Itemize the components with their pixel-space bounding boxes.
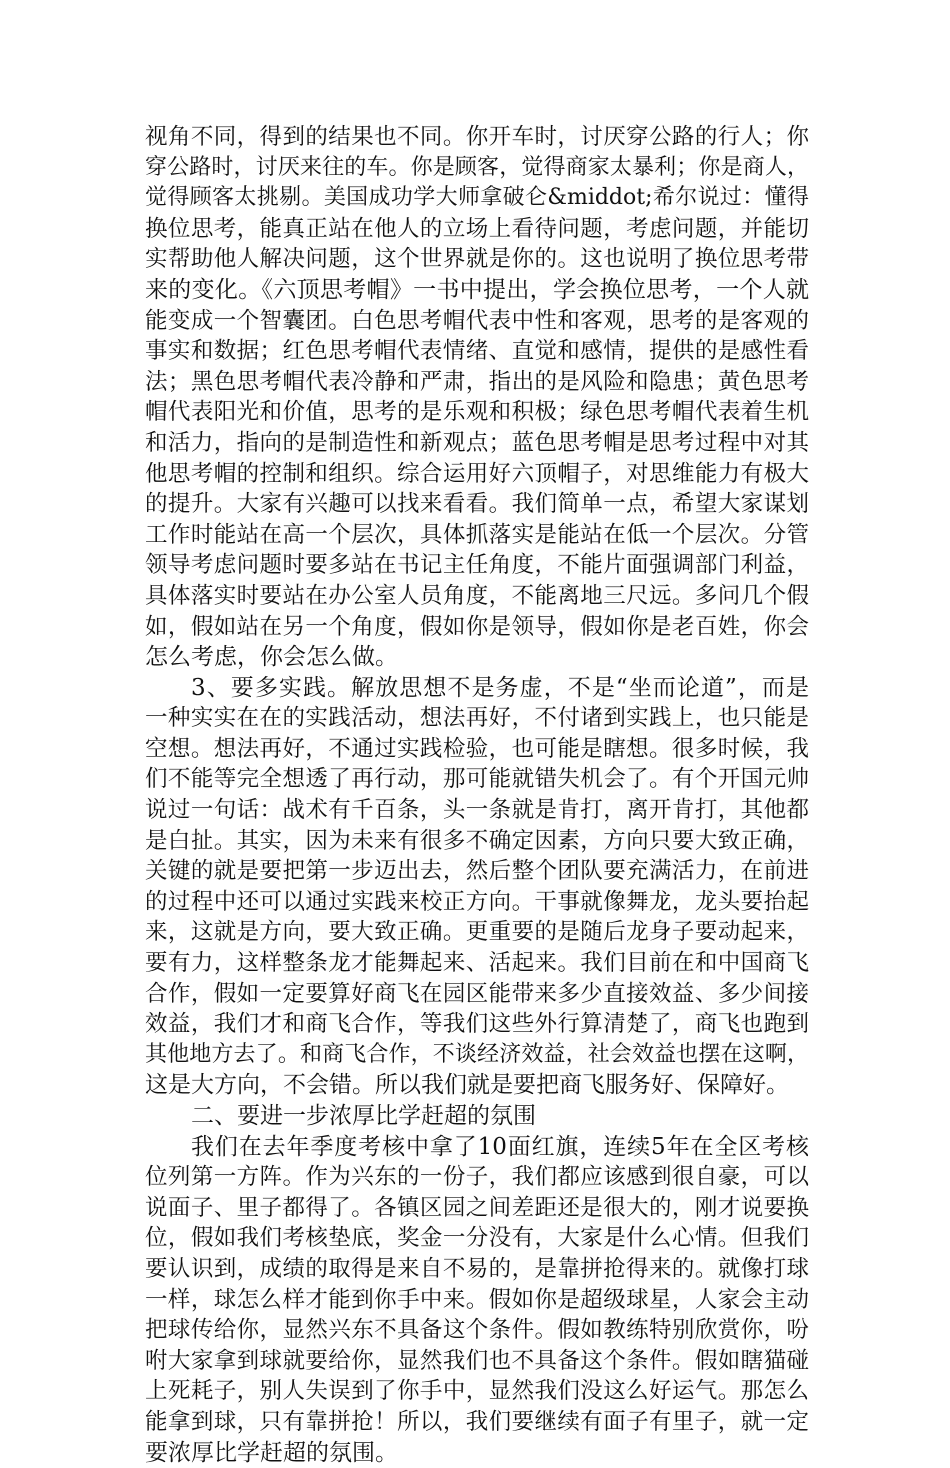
paragraph-perspective [145,122,809,673]
text-line: 如，假如站在另一个角度，假如你是领导，假如你是老百姓，你会 [145,613,809,640]
text-line: 工作时能站在高一个层次，具体抓落实是能站在低一个层次。分管 [145,521,809,548]
text-line: 3、要多实践。解放思想不是务虚，不是“坐而论道”，而是 [191,674,809,701]
text-line: 们不能等完全想透了再行动，那可能就错失机会了。有个开国元帅 [145,766,809,793]
text-line: 要浓厚比学赶超的氛围。 [145,1439,398,1466]
text-line: 实帮助他人解决问题，这个世界就是你的。这也说明了换位思考带 [145,246,809,273]
text-line: 要有力，这样整条龙才能舞起来、活起来。我们目前在和中国商飞 [145,950,809,977]
text-line: 的过程中还可以通过实践来校正方向。干事就像舞龙，龙头要抬起 [145,888,809,915]
text-line: 换位思考，能真正站在他人的立场上看待问题，考虑问题，并能切 [145,215,809,242]
text-line: 关键的就是要把第一步迈出去，然后整个团队要充满活力，在前进 [145,858,809,885]
text-line: 和活力，指向的是制造性和新观点；蓝色思考帽是思考过程中对其 [145,429,809,456]
text-line: 上死耗子，别人失误到了你手中，显然我们没这么好运气。那怎么 [145,1378,809,1405]
text-line: 具体落实时要站在办公室人员角度，不能离地三尺远。多问几个假 [145,582,809,609]
text-line: 能拿到球，只有靠拼抢！所以，我们要继续有面子有里子，就一定 [145,1408,809,1435]
text-line: 说过一句话：战术有千百条，头一条就是肯打，离开肯打，其他都 [145,797,809,824]
text-line: 穿公路时，讨厌来往的车。你是顾客，觉得商家太暴利；你是商人， [145,154,809,180]
text-line: 他思考帽的控制和组织。综合运用好六顶帽子，对思维能力有极大 [145,460,809,487]
paragraph-practice [145,673,809,1101]
text-line: 要认识到，成绩的取得是来自不易的，是靠拼抢得来的。就像打球 [145,1255,809,1282]
text-line: 我们在去年季度考核中拿了10面红旗，连续5年在全区考核 [191,1133,809,1160]
text-line: 事实和数据；红色思考帽代表情绪、直觉和感情，提供的是感性看 [145,338,809,365]
text-line: 领导考虑问题时要多站在书记主任角度，不能片面强调部门利益， [145,552,809,579]
text-line: 的提升。大家有兴趣可以找来看看。我们简单一点，希望大家谋划 [145,491,809,518]
text-line: 咐大家拿到球就要给你，显然我们也不具备这个条件。假如瞎猫碰 [145,1347,809,1374]
text-line: 帽代表阳光和价值，思考的是乐观和积极；绿色思考帽代表着生机 [145,399,809,426]
document-page [145,122,809,1468]
paragraph-atmosphere [145,1132,809,1468]
text-line: 这是大方向，不会错。所以我们就是要把商飞服务好、保障好。 [145,1072,789,1099]
text-line: 一样，球怎么样才能到你手中来。假如你是超级球星，人家会主动 [145,1286,809,1313]
text-line: 来，这就是方向，要大致正确。更重要的是随后龙身子要动起来， [145,919,809,946]
text-line: 位列第一方阵。作为兴东的一份子，我们都应该感到很自豪，可以 [145,1164,809,1191]
text-line: 视角不同，得到的结果也不同。你开车时，讨厌穿公路的行人；你 [145,124,809,150]
text-line: 位，假如我们考核垫底，奖金一分没有，大家是什么心情。但我们 [145,1225,809,1252]
text-line: 把球传给你，显然兴东不具备这个条件。假如教练特别欣赏你，吩 [145,1317,809,1344]
text-line: 怎么考虑，你会怎么做。 [145,644,398,671]
text-line: 合作，假如一定要算好商飞在园区能带来多少直接效益、多少间接 [145,980,809,1007]
text-line: 能变成一个智囊团。白色思考帽代表中性和客观，思考的是客观的 [145,307,809,334]
text-line: 其他地方去了。和商飞合作，不谈经济效益，社会效益也摆在这啊， [145,1041,809,1067]
text-line: 空想。想法再好，不通过实践检验，也可能是瞎想。很多时候，我 [145,735,809,762]
text-line: 觉得顾客太挑剔。美国成功学大师拿破仑&middot;希尔说过：懂得 [145,185,809,211]
text-line: 是白扯。其实，因为未来有很多不确定因素，方向只要大致正确， [145,827,809,854]
text-line: 效益，我们才和商飞合作，等我们这些外行算清楚了，商飞也跑到 [145,1011,809,1038]
text-line: 来的变化。《六顶思考帽》一书中提出，学会换位思考，一个人就 [145,276,809,303]
text-line: 法；黑色思考帽代表冷静和严肃，指出的是风险和隐患；黄色思考 [145,368,809,395]
text-line: 一种实实在在的实践活动，想法再好，不付诸到实践上，也只能是 [145,705,809,732]
section-heading-text: 二、要进一步浓厚比学赶超的氛围 [191,1103,536,1129]
text-line: 说面子、里子都得了。各镇区园之间差距还是很大的，刚才说要换 [145,1194,809,1221]
section-heading [145,1101,809,1132]
